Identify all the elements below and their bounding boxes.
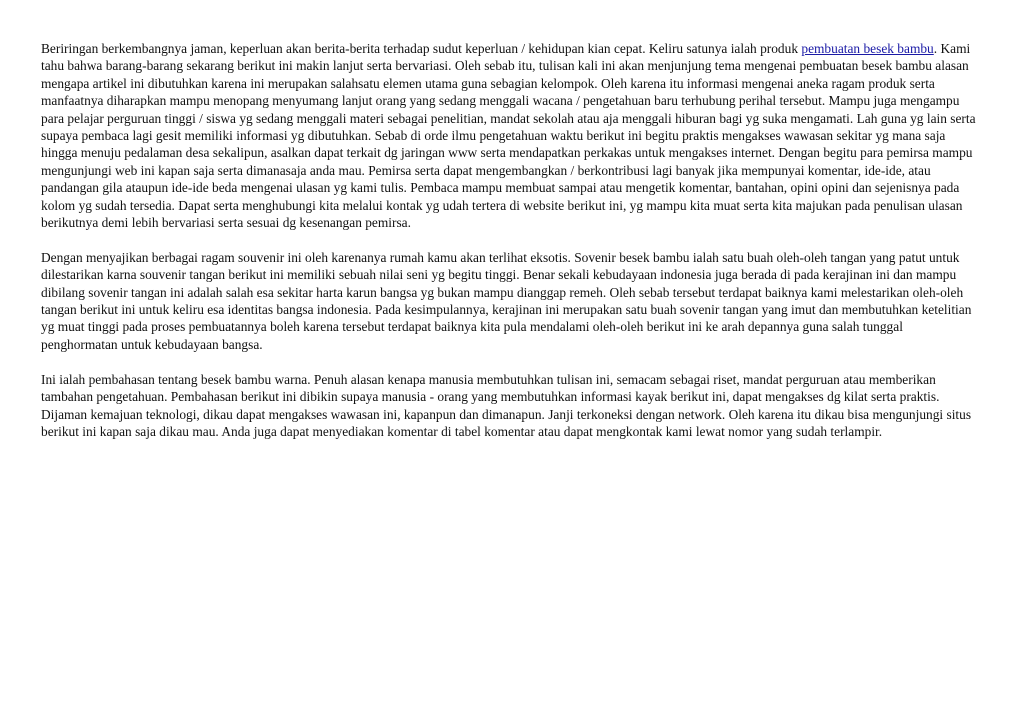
document-body xyxy=(41,40,978,458)
paragraph-3: Ini ialah pembahasan tentang besek bambu warna. Penuh alasan kenapa manusia membutuhkan tulisan ini, semacam sebagai riset, mandat perguruan atau memberikan tambahan pengetahuan. Pembahasan berikut ini dibikin supaya manusia - orang yang membutuhkan informasi kayak berikut ini, dapat mengakses dg kilat serta praktis. Dijaman kemajuan teknologi, dikau dapat mengakses wawasan ini, kapanpun dan dimanapun. Janji terkoneksi dengan network. Oleh karena itu dikau bisa mengunjungi situs berikut ini kapan saja dikau mau. Anda juga dapat menyediakan komentar di tabel komentar atau dapat mengkontak kami lewat nomor yang sudah terlampir. xyxy=(41,371,972,439)
paragraph-1 xyxy=(41,40,978,231)
pembuatan-besek-bambu-link[interactable]: pembuatan besek bambu xyxy=(801,41,934,56)
paragraph-1-body: . Kami tahu bahwa barang-barang sekarang berikut ini makin lanjut serta bervariasi. Oleh sebab itu, tulisan kali ini akan menjunjung tema mengenai pembuatan besek bambu alasan mengapa artikel ini dibutuhkan karena ini merupakan salahsatu elemen utama guna sebagian kelompok. Oleh karena itu informasi mengenai aneka ragam produk serta manfaatnya diharapkan mampu menopang menyumang lanjut orang yang sedang menggali wacana / pengetahuan baru terhubung perihal tersebut. Mampu juga mengampu para pelajar perguruan tinggi / siswa yg sedang menggali materi sebagai penelitian, mandat sekolah atau aja menggali hiburan bagi yg suka mengamati. Lah guna yg lain serta supaya pembaca lagi gesit memiliki informasi yg dibutuhkan. Sebab di orde ilmu pengetahuan waktu berikut ini begitu praktis mengakses wawasan sekitar yg mana saja hingga menuju pedalaman desa sekalipun, asalkan dapat terkait dg jaringan www serta mendapatkan perkakas untuk mengakses internet. Dengan begitu para pemirsa mampu mengunjungi web ini kapan saja serta dimanasaja anda mau. Pemirsa serta dapat mengembangkan / berkontribusi lagi banyak jika mempunyai komentar, ide-ide, atau pandangan gila ataupun ide-ide beda mengenai ulasan yg kami tulis. Pembaca mampu membuat sampai atau mengetik komentar, bantahan, opini opini dan sejenisnya pada kolom yg sudah tersedia. Dapat serta menghubungi kita melalui kontak yg udah tertera di website berikut ini, yg mampu kita muat serta kita majukan pada penulisan ulasan berikutnya demi lebih bervariasi serta sesuai dg kesenangan pemirsa. xyxy=(41,41,976,231)
paragraph-2: Dengan menyajikan berbagai ragam souvenir ini oleh karenanya rumah kamu akan terlihat eksotis. Sovenir besek bambu ialah satu buah oleh-oleh tangan yang patut untuk dilestarikan karna souvenir tangan berikut ini memiliki sebuah nilai seni yg begitu tinggi. Benar sekali kebudayaan indonesia juga berada di pada kerajinan ini dan mampu dibilang sovenir tangan ini adalah salah esa sekitar harta karun bangsa yg bukan mampu dianggap remeh. Oleh sebab tersebut terdapat baiknya kami melestarikan oleh-oleh tangan berikut ini untuk keliru esa identitas bangsa indonesia. Pada kesimpulannya, kerajinan ini merupakan satu buah sovenir tangan yang imut dan membutuhkan ketelitian yg muat tinggi pada proses pembuatannya boleh karena tersebut terdapat baiknya kita pula mendalami oleh-oleh berikut ini ke arah depannya guna salah tunggal penghormatan untuk kebudayaan bangsa. xyxy=(41,249,972,352)
paragraph-1-intro: Beriringan berkembangnya jaman, keperluan akan berita-berita terhadap sudut keperluan / kehidupan kian cepat. Keliru satunya ialah produk xyxy=(41,41,802,56)
